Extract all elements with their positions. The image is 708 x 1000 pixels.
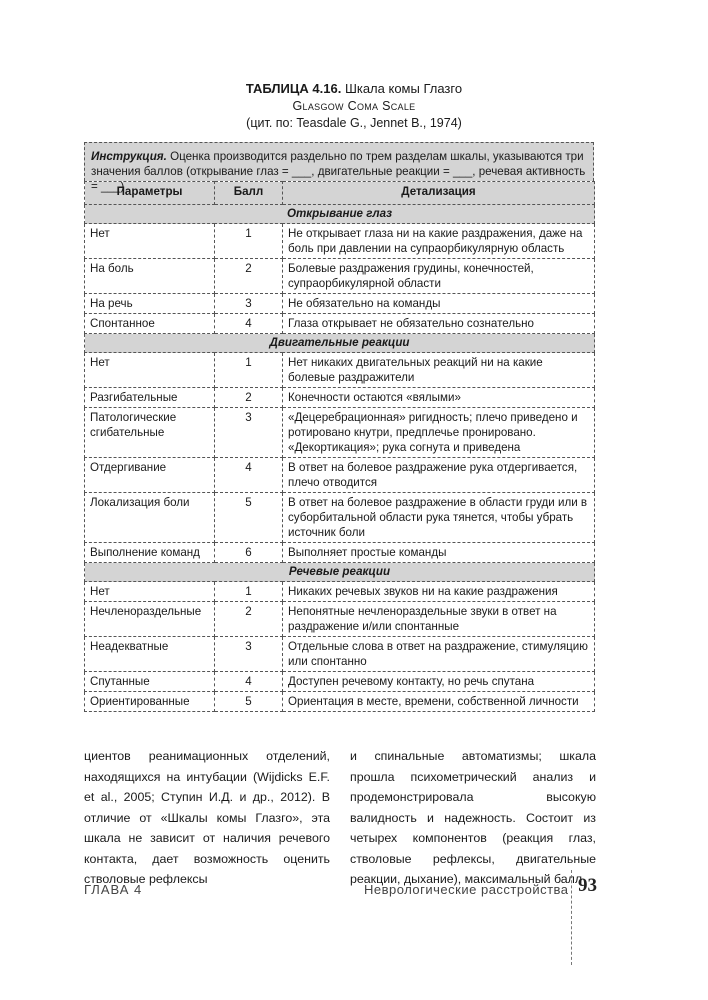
param-cell: Спонтанное <box>85 314 215 334</box>
detail-cell: Доступен речевому контакту, но речь спутана <box>283 672 595 692</box>
table-row <box>85 224 595 259</box>
detail-cell: В ответ на болевое раздражение в области груди или в суборбитальной области рука тянется, чтобы убрать источник боли <box>283 493 595 543</box>
param-cell: Отдергивание <box>85 458 215 493</box>
param-cell: Спутанные <box>85 672 215 692</box>
score-cell: 1 <box>215 224 283 259</box>
table-row <box>85 458 595 493</box>
table-name: Шкала комы Глазго <box>344 81 463 96</box>
table-number: ТАБЛИЦА 4.16. <box>245 81 342 96</box>
table-subtitle: Glasgow Coma Scale <box>292 99 416 113</box>
section-title: Двигательные реакции <box>85 334 595 353</box>
detail-cell: Непонятные нечленораздельные звуки в ответ на раздражение и/или спонтанные <box>283 602 595 637</box>
detail-cell: Болевые раздражения грудины, конечностей, супраорбикулярной области <box>283 259 595 294</box>
gcs-table-container <box>84 142 594 712</box>
param-cell: На речь <box>85 294 215 314</box>
table-row <box>85 543 595 563</box>
table-row <box>85 408 595 458</box>
score-cell: 4 <box>215 314 283 334</box>
body-paragraph: циентов реанимационных отделений, находящихся на интубации (Wijdicks E.F. et al., 2005; Ступин И.Д. и др., 2012). В отличие от «Шкалы комы Глазго», эта шкала не зависит от наличия речевого контакта, дает возможность оценить стволовые рефлексы <box>84 749 330 886</box>
column-header-score: Балл <box>215 182 283 205</box>
param-cell: Локализация боли <box>85 493 215 543</box>
table-row <box>85 353 595 388</box>
detail-cell: Глаза открывает не обязательно сознательно <box>283 314 595 334</box>
footer-divider <box>571 870 572 965</box>
score-cell: 4 <box>215 672 283 692</box>
table-row <box>85 294 595 314</box>
table-row <box>85 314 595 334</box>
table-row <box>85 602 595 637</box>
score-cell: 3 <box>215 408 283 458</box>
detail-cell: Ориентация в месте, времени, собственной личности <box>283 692 595 712</box>
section-header-row <box>85 334 595 353</box>
param-cell: Нет <box>85 224 215 259</box>
instruction-label: Инструкция. <box>91 150 167 163</box>
score-cell: 3 <box>215 637 283 672</box>
table-row <box>85 493 595 543</box>
detail-cell: Выполняет простые команды <box>283 543 595 563</box>
instruction-text: Оценка производится раздельно по трем разделам шкалы, указываются три значения баллов (открывание глаз = ___, двигательные реакции = ___, речевая активность = ___) <box>91 150 586 193</box>
param-cell: Разгибательные <box>85 388 215 408</box>
score-cell: 4 <box>215 458 283 493</box>
section-header-row <box>85 205 595 224</box>
table-body <box>85 205 595 712</box>
score-cell: 1 <box>215 353 283 388</box>
param-cell: Ориентированные <box>85 692 215 712</box>
section-title: Речевые реакции <box>85 563 595 582</box>
table-row <box>85 672 595 692</box>
param-cell: Выполнение команд <box>85 543 215 563</box>
param-cell: Нет <box>85 353 215 388</box>
gcs-table <box>84 181 595 712</box>
table-row <box>85 637 595 672</box>
table-title-line <box>0 80 708 98</box>
column-header-parameters: Параметры <box>85 182 215 205</box>
detail-cell: Отдельные слова в ответ на раздражение, стимуляцию или спонтанно <box>283 637 595 672</box>
table-citation: (цит. по: Teasdale G., Jennet B., 1974) <box>246 116 462 130</box>
body-column-right <box>350 746 596 890</box>
detail-cell: Не обязательно на команды <box>283 294 595 314</box>
score-cell: 2 <box>215 602 283 637</box>
body-paragraph: и спинальные автоматизмы; шкала прошла психометрический анализ и продемонстрировала высокую валидность и надежность. Состоит из четырех компонентов (реакция глаз, стволовые рефлексы, двигательные реакции, дыхание), максимальный балл <box>350 749 596 886</box>
detail-cell: Никаких речевых звуков ни на какие раздражения <box>283 582 595 602</box>
param-cell: Патологические сгибательные <box>85 408 215 458</box>
table-row <box>85 582 595 602</box>
footer-chapter: ГЛАВА 4 <box>84 882 143 897</box>
table-title <box>0 80 708 132</box>
column-header-detail: Детализация <box>283 182 595 205</box>
footer-section-title: Неврологические расстройства <box>364 882 569 897</box>
body-column-left <box>84 746 330 890</box>
table-row <box>85 259 595 294</box>
param-cell: Неадекватные <box>85 637 215 672</box>
score-cell: 6 <box>215 543 283 563</box>
score-cell: 1 <box>215 582 283 602</box>
table-row <box>85 388 595 408</box>
detail-cell: «Децеребрационная» ригидность; плечо приведено и ротировано кнутри, предплечье пронировано. «Декортикация»; рука согнута и приведена <box>283 408 595 458</box>
detail-cell: В ответ на болевое раздражение рука отдергивается, плечо отводится <box>283 458 595 493</box>
param-cell: Нет <box>85 582 215 602</box>
detail-cell: Нет никаких двигательных реакций ни на какие болевые раздражители <box>283 353 595 388</box>
score-cell: 5 <box>215 493 283 543</box>
detail-cell: Конечности остаются «вялыми» <box>283 388 595 408</box>
score-cell: 2 <box>215 259 283 294</box>
page-number: 93 <box>578 875 597 896</box>
detail-cell: Не открывает глаза ни на какие раздражения, даже на боль при давлении на супраорбикулярную область <box>283 224 595 259</box>
table-row <box>85 692 595 712</box>
score-cell: 3 <box>215 294 283 314</box>
score-cell: 2 <box>215 388 283 408</box>
table-header-row <box>85 182 595 205</box>
param-cell: Нечленораздельные <box>85 602 215 637</box>
param-cell: На боль <box>85 259 215 294</box>
section-title: Открывание глаз <box>85 205 595 224</box>
section-header-row <box>85 563 595 582</box>
score-cell: 5 <box>215 692 283 712</box>
